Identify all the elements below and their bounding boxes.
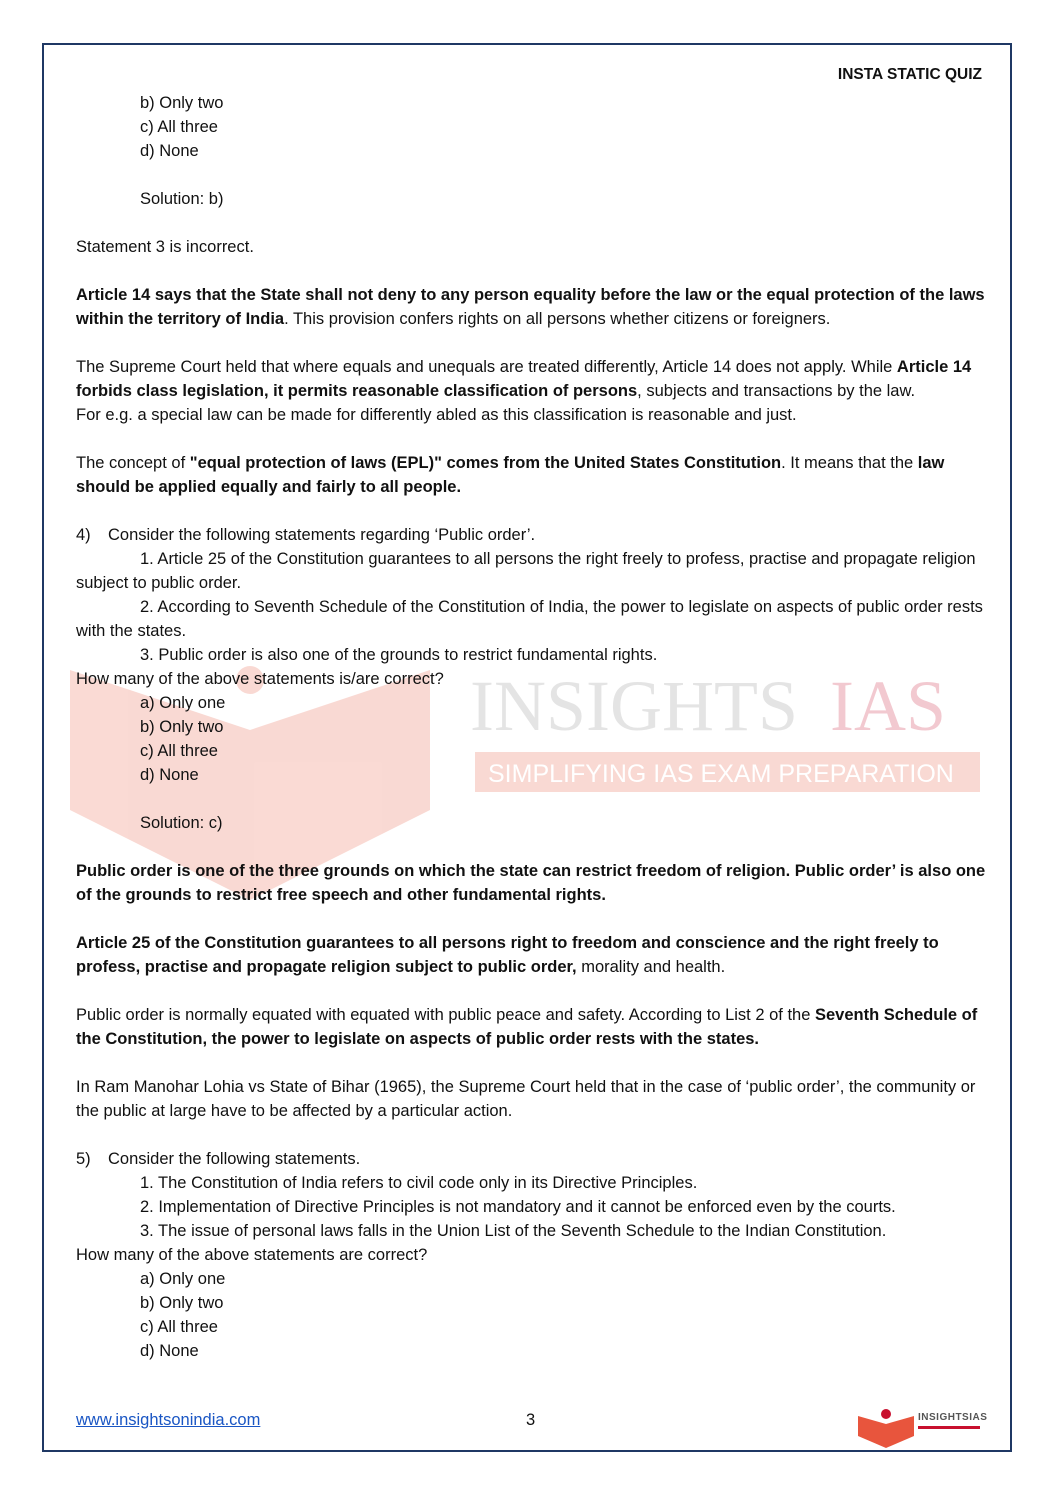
q4-explanation-3: Public order is normally equated with equated with public peace and safety. According to List 2 of the Seventh Schedule of the Constitution, the power to legislate on aspects of public order rests with the states. [76,1006,978,1048]
footer-logo-bar [918,1426,980,1429]
q4-option-c: c) All three [140,742,218,760]
header-title: INSTA STATIC QUIZ [837,66,982,83]
q4-statement-1: 1. Article 25 of the Constitution guarantees to all persons the right freely to profess, practise and propagate religion subject to public order. [76,550,976,592]
q5-statement-3: 3. The issue of personal laws falls in the Union List of the Seventh Schedule to the Indian Constitution. [140,1222,887,1240]
page-content [76,91,986,1363]
insightsias-logo-icon [856,1408,920,1448]
option-d: d) None [140,142,199,160]
watermark-brand-right: IAS [830,666,947,746]
question-5-stem: 5) Consider the following statements. [76,1150,361,1168]
q4-statement-2: 2. According to Seventh Schedule of the Constitution of India, the power to legislate on aspects of public order rests with the states. [76,598,983,640]
option-b: b) Only two [140,94,224,112]
watermark-tagline: SIMPLIFYING IAS EXAM PREPARATION [488,760,954,788]
q4-statement-3: 3. Public order is also one of the grounds to restrict fundamental rights. [140,646,658,664]
q5-option-c: c) All three [140,1318,218,1336]
question-4-stem: 4) Consider the following statements regarding ‘Public order’. [76,526,536,544]
footer-logo-text: INSIGHTSIAS [918,1412,988,1423]
explanation-epl: The concept of "equal protection of laws (EPL)" comes from the United States Constitution. It means that the law should be applied equally and fairly to all people. [76,454,945,496]
q4-solution: Solution: c) [140,814,223,832]
solution-3: Solution: b) [140,190,224,208]
website-link[interactable]: www.insightsonindia.com [76,1411,261,1429]
q4-question: How many of the above statements is/are correct? [76,670,444,688]
page-number: 3 [526,1411,536,1429]
q5-statement-2: 2. Implementation of Directive Principles is not mandatory and it cannot be enforced even by the courts. [140,1198,896,1216]
q5-statement-1: 1. The Constitution of India refers to civil code only in its Directive Principles. [140,1174,698,1192]
explanation-classification: The Supreme Court held that where equals and unequals are treated differently, Article 14 does not apply. While Article 14 forbids class legislation, it permits reasonable classification of persons, subjects and transactions by the law. [76,358,972,400]
q5-option-b: b) Only two [140,1294,224,1312]
option-c: c) All three [140,118,218,136]
q5-question: How many of the above statements are correct? [76,1246,428,1264]
q4-explanation-2: Article 25 of the Constitution guarantees to all persons right to freedom and conscience and the right freely to profess, practise and propagate religion subject to public order, morality and health. [76,934,939,976]
q4-explanation-4: In Ram Manohar Lohia vs State of Bihar (1965), the Supreme Court held that in the case of ‘public order’, the community or the public at large have to be affected by a particular action. [76,1078,976,1120]
explanation-example: For e.g. a special law can be made for differently abled as this classification is reasonable and just. [76,406,797,424]
q4-option-b: b) Only two [140,718,224,736]
q4-option-d: d) None [140,766,199,784]
watermark-brand-left: INSIGHTS [470,666,799,746]
q5-option-a: a) Only one [140,1270,226,1288]
explanation-article14: Article 14 says that the State shall not deny to any person equality before the law or the equal protection of the laws within the territory of India. This provision confers rights on all persons whether citizens or foreigners. [76,286,985,328]
q5-option-d: d) None [140,1342,199,1360]
q4-explanation-1: Public order is one of the three grounds on which the state can restrict freedom of religion. Public order’ is also one of the grounds to restrict free speech and other fundamental rights. [76,862,986,904]
q4-option-a: a) Only one [140,694,226,712]
explanation-line: Statement 3 is incorrect. [76,238,254,256]
